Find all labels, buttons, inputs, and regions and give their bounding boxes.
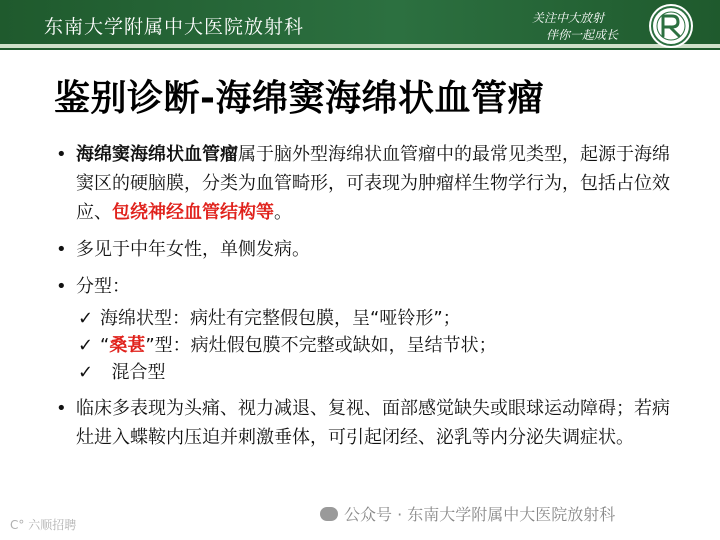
subtype-quote-open: “ <box>100 335 110 356</box>
bullet-definition <box>56 140 676 227</box>
epidemiology-text: 多见于中年女性，单侧发病。 <box>76 239 310 260</box>
red-emphasis: 包绕神经血管结构等 <box>112 202 274 223</box>
watermark <box>320 502 615 525</box>
subtype-cavernous <box>56 305 676 332</box>
bullet-dot: • <box>56 398 67 419</box>
subtype-text: 混合型 <box>100 362 166 383</box>
subtype-mulberry <box>56 332 676 359</box>
slide-content <box>56 140 676 452</box>
bullet-classification <box>56 272 676 301</box>
check-icon: ✓ <box>78 308 94 329</box>
department-name: 东南大学附属中大医院放射科 <box>44 16 305 38</box>
mulberry-emphasis: 桑葚 <box>109 335 146 356</box>
wechat-icon <box>320 507 338 521</box>
header-divider <box>0 44 720 48</box>
watermark-text: 公众号 · 东南大学附属中大医院放射科 <box>344 505 616 524</box>
bullet-dot: • <box>56 239 67 260</box>
check-icon: ✓ <box>78 362 94 383</box>
check-icon: ✓ <box>78 335 94 356</box>
bullet-epidemiology <box>56 235 676 264</box>
corner-watermark: C° 六顺招聘 <box>10 518 77 532</box>
bullet-clinical <box>56 394 676 452</box>
page-title: 鉴别诊断-海绵窦海绵状血管瘤 <box>54 78 544 119</box>
hospital-logo-icon <box>648 3 694 49</box>
definition-text: 属于脑外型海绵状血管瘤中的最常见类型，起源于海绵窦区的硬脑膜，分类为血管畸形，可表现为肿瘤样生物学行为，包括占位效应、 <box>76 144 670 223</box>
subtype-text: 海绵状型：病灶有完整假包膜，呈“哑铃形”； <box>100 308 461 329</box>
clinical-text: 临床多表现为头痛、视力减退、复视、面部感觉缺失或眼球运动障碍；若病灶进入蝶鞍内压迫并刺激垂体，可引起闭经、泌乳等内分泌失调症状。 <box>76 398 670 448</box>
slogan <box>532 10 618 44</box>
header-bar <box>0 0 720 50</box>
bullet-dot: • <box>56 276 67 297</box>
slogan-line-1: 关注中大放射 <box>532 11 605 25</box>
term-highlight: 海绵窦海绵状血管瘤 <box>76 144 238 165</box>
subtype-mixed <box>56 359 676 386</box>
definition-end: 。 <box>274 202 292 223</box>
subtype-text: ”型：病灶假包膜不完整或缺如，呈结节状； <box>145 335 497 356</box>
bullet-dot: • <box>56 144 67 165</box>
slogan-line-2: 伴你一起成长 <box>546 28 619 42</box>
classification-label: 分型： <box>76 276 130 297</box>
